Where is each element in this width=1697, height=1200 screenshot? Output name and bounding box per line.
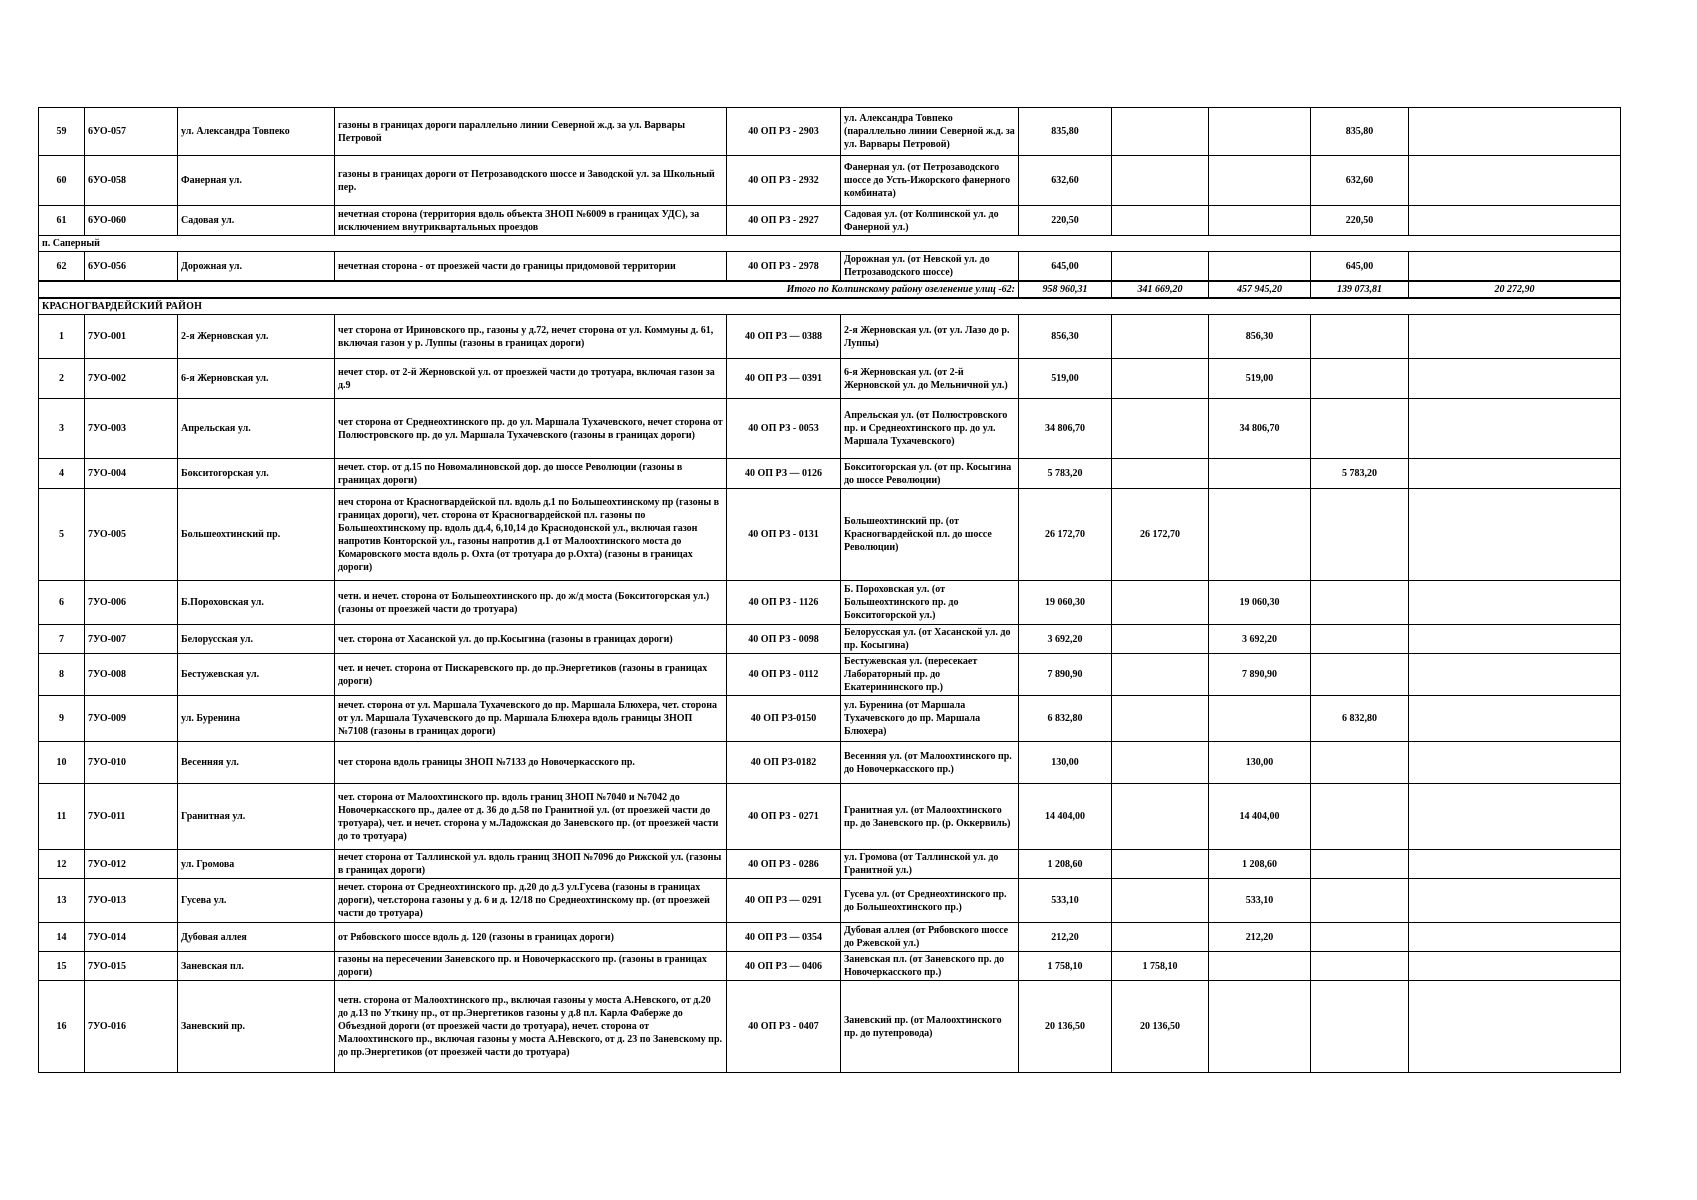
row-cat1-area	[1112, 784, 1209, 850]
row-street-name: Большеохтинский пр.	[178, 489, 335, 581]
section-label-saperny: п. Саперный	[39, 236, 1621, 252]
row-cat2-area: 1 208,60	[1209, 850, 1311, 879]
row-short-desc: Фанерная ул. (от Петрозаводского шоссе до Усть-Ижорского фанерного комбината)	[841, 156, 1019, 206]
row-short-desc: Апрельская ул. (от Полюстровского пр. и Среднеохтинского пр. до ул. Маршала Тухачевского)	[841, 399, 1019, 459]
row-cat2-area: 130,00	[1209, 742, 1311, 784]
row-code: 7УО-012	[85, 850, 178, 879]
row-total-area: 1 208,60	[1019, 850, 1112, 879]
row-description: чет. и нечет. сторона от Пискаревского пр. до пр.Энергетиков (газоны в границах дороги)	[335, 654, 727, 696]
row-cat4-area	[1409, 742, 1621, 784]
row-code: 7УО-015	[85, 952, 178, 981]
row-description: нечет. стор. от д.15 по Новомалиновской дор. до шоссе Революции (газоны в границах дороги)	[335, 459, 727, 489]
table-row	[39, 489, 1621, 581]
row-cat1-area	[1112, 156, 1209, 206]
table-row	[39, 206, 1621, 236]
row-cat4-area	[1409, 156, 1621, 206]
row-cat4-area	[1409, 315, 1621, 359]
row-description: четн. сторона от Малоохтинского пр., включая газоны у моста А.Невского, от д.20 до д.13 по Уткину пр., от пр.Энергетиков газоны у д.8 пл. Карла Фаберже до Объездной дороги (от проезжей части до тротуара), нечет. сторона от Малоохтинского пр., включая газоны у моста А.Невского, от д. 23 по Заневскому пр. до пр.Энергетиков (от проезжей части до тротуара)	[335, 981, 727, 1073]
row-street-name: Дорожная ул.	[178, 252, 335, 282]
row-number: 3	[39, 399, 85, 459]
row-cat4-area	[1409, 359, 1621, 399]
row-cat2-area: 19 060,30	[1209, 581, 1311, 625]
row-cat3-area: 6 832,80	[1311, 696, 1409, 742]
table-row	[39, 156, 1621, 206]
section-saperny	[39, 236, 1621, 252]
register-table	[38, 107, 1621, 1073]
row-number: 12	[39, 850, 85, 879]
row-cat4-area	[1409, 581, 1621, 625]
row-short-desc: 2-я Жерновская ул. (от ул. Лазо до р. Луппы)	[841, 315, 1019, 359]
table-row	[39, 108, 1621, 156]
row-cat2-area: 34 806,70	[1209, 399, 1311, 459]
row-cat3-area	[1311, 489, 1409, 581]
row-reg-number: 40 ОП РЗ-0150	[727, 696, 841, 742]
row-reg-number: 40 ОП РЗ - 0098	[727, 625, 841, 654]
row-code: 7УО-013	[85, 879, 178, 923]
row-short-desc: Белорусская ул. (от Хасанской ул. до пр. Косыгина)	[841, 625, 1019, 654]
row-short-desc: ул. Громова (от Таллинской ул. до Гранитной ул.)	[841, 850, 1019, 879]
row-cat4-area	[1409, 981, 1621, 1073]
row-reg-number: 40 ОП РЗ - 1126	[727, 581, 841, 625]
table-row	[39, 359, 1621, 399]
row-number: 10	[39, 742, 85, 784]
row-description: газоны в границах дороги параллельно линии Северной ж.д. за ул. Варвары Петровой	[335, 108, 727, 156]
row-reg-number: 40 ОП РЗ - 0271	[727, 784, 841, 850]
row-code: 7УО-007	[85, 625, 178, 654]
row-code: 7УО-016	[85, 981, 178, 1073]
row-cat2-area	[1209, 108, 1311, 156]
row-total-area: 19 060,30	[1019, 581, 1112, 625]
totals-c1: 341 669,20	[1112, 281, 1209, 298]
row-cat2-area	[1209, 952, 1311, 981]
row-cat4-area	[1409, 879, 1621, 923]
row-code: 7УО-005	[85, 489, 178, 581]
row-total-area: 212,20	[1019, 923, 1112, 952]
row-short-desc: Гранитная ул. (от Малоохтинского пр. до Заневского пр. (р. Оккервиль)	[841, 784, 1019, 850]
table-row	[39, 696, 1621, 742]
row-cat4-area	[1409, 654, 1621, 696]
row-cat2-area: 3 692,20	[1209, 625, 1311, 654]
row-street-name: Весенняя ул.	[178, 742, 335, 784]
row-total-area: 632,60	[1019, 156, 1112, 206]
row-code: 7УО-008	[85, 654, 178, 696]
row-reg-number: 40 ОП РЗ - 0286	[727, 850, 841, 879]
row-total-area: 533,10	[1019, 879, 1112, 923]
row-reg-number: 40 ОП РЗ — 0291	[727, 879, 841, 923]
row-street-name: 2-я Жерновская ул.	[178, 315, 335, 359]
table-row	[39, 581, 1621, 625]
row-code: 7УО-014	[85, 923, 178, 952]
row-description: от Рябовского шоссе вдоль д. 120 (газоны в границах дороги)	[335, 923, 727, 952]
row-cat3-area	[1311, 742, 1409, 784]
row-number: 4	[39, 459, 85, 489]
row-cat4-area	[1409, 625, 1621, 654]
row-cat1-area	[1112, 654, 1209, 696]
row-total-area: 7 890,90	[1019, 654, 1112, 696]
row-street-name: Заневская пл.	[178, 952, 335, 981]
row-cat3-area	[1311, 654, 1409, 696]
row-code: 7УО-002	[85, 359, 178, 399]
row-total-area: 220,50	[1019, 206, 1112, 236]
row-short-desc: Большеохтинский пр. (от Красногвардейской пл. до шоссе Революции)	[841, 489, 1019, 581]
row-short-desc: Бокситогорская ул. (от пр. Косыгина до шоссе Революции)	[841, 459, 1019, 489]
row-reg-number: 40 ОП РЗ - 0131	[727, 489, 841, 581]
row-cat1-area	[1112, 359, 1209, 399]
row-cat2-area	[1209, 156, 1311, 206]
row-total-area: 1 758,10	[1019, 952, 1112, 981]
row-description: нечетная сторона (территория вдоль объекта ЗНОП №6009 в границах УДС), за исключением внутриквартальных проездов	[335, 206, 727, 236]
row-number: 11	[39, 784, 85, 850]
table-row	[39, 252, 1621, 282]
row-description: чет сторона от Ириновского пр., газоны у д.72, нечет сторона от ул. Коммуны д. 61, включая газон у р. Луппы (газоны в границах дороги)	[335, 315, 727, 359]
table-row	[39, 952, 1621, 981]
table-row	[39, 654, 1621, 696]
table-row	[39, 742, 1621, 784]
row-cat2-area	[1209, 206, 1311, 236]
table-body-saperny	[39, 252, 1621, 282]
row-description: чет. сторона от Малоохтинского пр. вдоль границ ЗНОП №7040 и №7042 до Новочеркасского пр., далее от д. 36 до д.58 по Гранитной ул. (от проезжей части до тротуара), чет. и нечет. сторона у м.Ладожская до Заневского пр. (от проезжей части до то тротуара)	[335, 784, 727, 850]
row-reg-number: 40 ОП РЗ — 0126	[727, 459, 841, 489]
row-description: газоны на пересечении Заневского пр. и Новочеркасского пр. (газоны в границах дороги)	[335, 952, 727, 981]
row-reg-number: 40 ОП РЗ — 0391	[727, 359, 841, 399]
table-row	[39, 879, 1621, 923]
row-short-desc: Весенняя ул. (от Малоохтинского пр. до Новочеркасского пр.)	[841, 742, 1019, 784]
table-row	[39, 923, 1621, 952]
row-street-name: Фанерная ул.	[178, 156, 335, 206]
row-cat3-area	[1311, 625, 1409, 654]
row-cat4-area	[1409, 206, 1621, 236]
row-number: 2	[39, 359, 85, 399]
row-total-area: 835,80	[1019, 108, 1112, 156]
row-short-desc: Дорожная ул. (от Невской ул. до Петрозаводского шоссе)	[841, 252, 1019, 282]
row-cat4-area	[1409, 923, 1621, 952]
totals-label: Итого по Колпинскому району озеленение улиц -62:	[39, 281, 1019, 298]
row-reg-number: 40 ОП РЗ - 0112	[727, 654, 841, 696]
row-description: чет сторона вдоль границы ЗНОП №7133 до Новочеркасского пр.	[335, 742, 727, 784]
row-cat3-area: 5 783,20	[1311, 459, 1409, 489]
row-cat2-area: 519,00	[1209, 359, 1311, 399]
row-code: 7УО-006	[85, 581, 178, 625]
row-cat1-area	[1112, 879, 1209, 923]
row-description: газоны в границах дороги от Петрозаводского шоссе и Заводской ул. за Школьный пер.	[335, 156, 727, 206]
row-total-area: 3 692,20	[1019, 625, 1112, 654]
row-number: 15	[39, 952, 85, 981]
row-cat3-area: 645,00	[1311, 252, 1409, 282]
row-number: 9	[39, 696, 85, 742]
row-cat3-area	[1311, 879, 1409, 923]
row-cat2-area	[1209, 489, 1311, 581]
row-reg-number: 40 ОП РЗ - 2978	[727, 252, 841, 282]
row-total-area: 519,00	[1019, 359, 1112, 399]
row-code: 7УО-004	[85, 459, 178, 489]
row-cat4-area	[1409, 696, 1621, 742]
row-street-name: ул. Александра Товпеко	[178, 108, 335, 156]
row-cat1-area	[1112, 696, 1209, 742]
row-short-desc: Заневский пр. (от Малоохтинского пр. до путепровода)	[841, 981, 1019, 1073]
row-number: 60	[39, 156, 85, 206]
row-cat1-area	[1112, 315, 1209, 359]
row-cat2-area: 14 404,00	[1209, 784, 1311, 850]
section-krasnogvardeisky	[39, 298, 1621, 315]
row-number: 14	[39, 923, 85, 952]
row-cat1-area	[1112, 742, 1209, 784]
row-number: 62	[39, 252, 85, 282]
row-street-name: Гранитная ул.	[178, 784, 335, 850]
row-cat2-area	[1209, 459, 1311, 489]
row-code: 7УО-001	[85, 315, 178, 359]
table-row	[39, 625, 1621, 654]
row-total-area: 26 172,70	[1019, 489, 1112, 581]
row-street-name: Дубовая аллея	[178, 923, 335, 952]
row-cat2-area: 533,10	[1209, 879, 1311, 923]
table-row	[39, 399, 1621, 459]
row-code: 6УО-060	[85, 206, 178, 236]
row-number: 8	[39, 654, 85, 696]
row-total-area: 20 136,50	[1019, 981, 1112, 1073]
row-number: 16	[39, 981, 85, 1073]
row-code: 6УО-058	[85, 156, 178, 206]
table-row	[39, 784, 1621, 850]
row-cat1-area	[1112, 108, 1209, 156]
row-cat2-area	[1209, 981, 1311, 1073]
row-street-name: Гусева ул.	[178, 879, 335, 923]
row-cat4-area	[1409, 108, 1621, 156]
row-street-name: Апрельская ул.	[178, 399, 335, 459]
row-street-name: Б.Пороховская ул.	[178, 581, 335, 625]
row-short-desc: Садовая ул. (от Колпинской ул. до Фанерной ул.)	[841, 206, 1019, 236]
row-cat1-area: 1 758,10	[1112, 952, 1209, 981]
row-cat4-area	[1409, 850, 1621, 879]
row-street-name: Садовая ул.	[178, 206, 335, 236]
row-number: 61	[39, 206, 85, 236]
row-description: нечетная сторона - от проезжей части до границы придомовой территории	[335, 252, 727, 282]
row-short-desc: ул. Александра Товпеко (параллельно линии Северной ж.д. за ул. Варвары Петровой)	[841, 108, 1019, 156]
row-cat4-area	[1409, 784, 1621, 850]
row-number: 7	[39, 625, 85, 654]
row-short-desc: Заневская пл. (от Заневского пр. до Новочеркасского пр.)	[841, 952, 1019, 981]
row-short-desc: 6-я Жерновская ул. (от 2-й Жерновской ул. до Мельничной ул.)	[841, 359, 1019, 399]
row-number: 6	[39, 581, 85, 625]
row-cat1-area	[1112, 625, 1209, 654]
totals-c3: 139 073,81	[1311, 281, 1409, 298]
table-body-krasnogvardeisky	[39, 315, 1621, 1073]
row-number: 13	[39, 879, 85, 923]
row-code: 6УО-057	[85, 108, 178, 156]
table-row	[39, 850, 1621, 879]
row-reg-number: 40 ОП РЗ - 0053	[727, 399, 841, 459]
row-street-name: ул. Громова	[178, 850, 335, 879]
row-cat1-area	[1112, 923, 1209, 952]
row-number: 5	[39, 489, 85, 581]
row-reg-number: 40 ОП РЗ - 2932	[727, 156, 841, 206]
row-reg-number: 40 ОП РЗ - 2927	[727, 206, 841, 236]
row-cat3-area	[1311, 923, 1409, 952]
row-street-name: Белорусская ул.	[178, 625, 335, 654]
row-cat3-area	[1311, 359, 1409, 399]
row-total-area: 6 832,80	[1019, 696, 1112, 742]
row-description: четн. и нечет. сторона от Большеохтинского пр. до ж/д моста (Бокситогорская ул.) (газоны от проезжей части до тротуара)	[335, 581, 727, 625]
row-reg-number: 40 ОП РЗ — 0406	[727, 952, 841, 981]
totals-c4: 20 272,90	[1409, 281, 1621, 298]
section-label-krasnogvardeisky: КРАСНОГВАРДЕЙСКИЙ РАЙОН	[39, 298, 1621, 315]
row-cat1-area	[1112, 581, 1209, 625]
row-street-name: Бестужевская ул.	[178, 654, 335, 696]
row-description: нечет. сторона от ул. Маршала Тухачевского до пр. Маршала Блюхера, чет. сторона от ул. Маршала Тухачевского до пр. Маршала Блюхера вдоль границы ЗНОП №7108 (газоны в границах дороги)	[335, 696, 727, 742]
row-total-area: 34 806,70	[1019, 399, 1112, 459]
row-cat4-area	[1409, 952, 1621, 981]
row-description: нечет сторона от Таллинской ул. вдоль границ ЗНОП №7096 до Рижской ул. (газоны в границах дороги)	[335, 850, 727, 879]
row-cat3-area	[1311, 399, 1409, 459]
row-cat1-area	[1112, 850, 1209, 879]
row-cat2-area: 856,30	[1209, 315, 1311, 359]
row-short-desc: Бестужевская ул. (пересекает Лабораторный пр. до Екатерининского пр.)	[841, 654, 1019, 696]
row-cat2-area: 212,20	[1209, 923, 1311, 952]
row-short-desc: Дубовая аллея (от Рябовского шоссе до Ржевской ул.)	[841, 923, 1019, 952]
row-cat4-area	[1409, 489, 1621, 581]
row-description: чет. сторона от Хасанской ул. до пр.Косыгина (газоны в границах дороги)	[335, 625, 727, 654]
row-cat1-area	[1112, 252, 1209, 282]
row-code: 7УО-009	[85, 696, 178, 742]
row-cat3-area	[1311, 952, 1409, 981]
row-total-area: 14 404,00	[1019, 784, 1112, 850]
row-description: неч сторона от Красногвардейской пл. вдоль д.1 по Большеохтинскому пр (газоны в границах дороги), чет. сторона от Красногвардейской пл. газоны по Большеохтинскому пр. вдоль дд.4, 6,10,14 до Краснодонской ул., включая газон напротив Конторской ул., газоны напротив д.1 от Малоохтинского моста до Комаровского моста вдоль р. Охта (от тротуара до р.Охта) (газоны в границах дороги)	[335, 489, 727, 581]
row-cat3-area	[1311, 315, 1409, 359]
row-cat2-area: 7 890,90	[1209, 654, 1311, 696]
row-total-area: 645,00	[1019, 252, 1112, 282]
row-street-name: Заневский пр.	[178, 981, 335, 1073]
row-cat1-area: 20 136,50	[1112, 981, 1209, 1073]
row-street-name: 6-я Жерновская ул.	[178, 359, 335, 399]
row-cat3-area: 632,60	[1311, 156, 1409, 206]
row-cat2-area	[1209, 252, 1311, 282]
row-description: нечет. сторона от Среднеохтинского пр. д.20 до д.3 ул.Гусева (газоны в границах дороги), чет.сторона газоны у д. 6 и д. 12/18 по Среднеохтинскому пр. (от проезжей части до тротуара)	[335, 879, 727, 923]
row-reg-number: 40 ОП РЗ - 2903	[727, 108, 841, 156]
row-cat3-area: 220,50	[1311, 206, 1409, 236]
table-row	[39, 459, 1621, 489]
table-body-kolpino	[39, 108, 1621, 236]
row-code: 7УО-003	[85, 399, 178, 459]
totals-total: 958 960,31	[1019, 281, 1112, 298]
row-short-desc: ул. Буренина (от Маршала Тухачевского до пр. Маршала Блюхера)	[841, 696, 1019, 742]
row-short-desc: Б. Пороховская ул. (от Большеохтинского пр. до Бокситогорской ул.)	[841, 581, 1019, 625]
row-cat1-area	[1112, 399, 1209, 459]
row-cat4-area	[1409, 252, 1621, 282]
row-street-name: ул. Буренина	[178, 696, 335, 742]
row-code: 7УО-010	[85, 742, 178, 784]
row-short-desc: Гусева ул. (от Среднеохтинского пр. до Большеохтинского пр.)	[841, 879, 1019, 923]
row-total-area: 856,30	[1019, 315, 1112, 359]
table-row	[39, 981, 1621, 1073]
row-total-area: 130,00	[1019, 742, 1112, 784]
row-cat3-area	[1311, 581, 1409, 625]
row-code: 6УО-056	[85, 252, 178, 282]
table-row	[39, 315, 1621, 359]
row-reg-number: 40 ОП РЗ — 0388	[727, 315, 841, 359]
row-cat1-area: 26 172,70	[1112, 489, 1209, 581]
row-description: нечет стор. от 2-й Жерновской ул. от проезжей части до тротуара, включая газон за д.9	[335, 359, 727, 399]
row-cat3-area	[1311, 981, 1409, 1073]
row-number: 1	[39, 315, 85, 359]
row-number: 59	[39, 108, 85, 156]
row-cat1-area	[1112, 459, 1209, 489]
row-description: чет сторона от Среднеохтинского пр. до ул. Маршала Тухачевского, нечет сторона от Полюстровского пр. до ул. Маршала Тухачевского (газоны в границах дороги)	[335, 399, 727, 459]
row-cat3-area: 835,80	[1311, 108, 1409, 156]
row-cat3-area	[1311, 850, 1409, 879]
row-code: 7УО-011	[85, 784, 178, 850]
row-cat4-area	[1409, 399, 1621, 459]
row-cat2-area	[1209, 696, 1311, 742]
row-reg-number: 40 ОП РЗ - 0407	[727, 981, 841, 1073]
row-reg-number: 40 ОП РЗ — 0354	[727, 923, 841, 952]
row-cat3-area	[1311, 784, 1409, 850]
totals-block	[39, 281, 1621, 298]
row-total-area: 5 783,20	[1019, 459, 1112, 489]
row-cat1-area	[1112, 206, 1209, 236]
row-cat4-area	[1409, 459, 1621, 489]
row-street-name: Бокситогорская ул.	[178, 459, 335, 489]
totals-c2: 457 945,20	[1209, 281, 1311, 298]
row-reg-number: 40 ОП РЗ-0182	[727, 742, 841, 784]
